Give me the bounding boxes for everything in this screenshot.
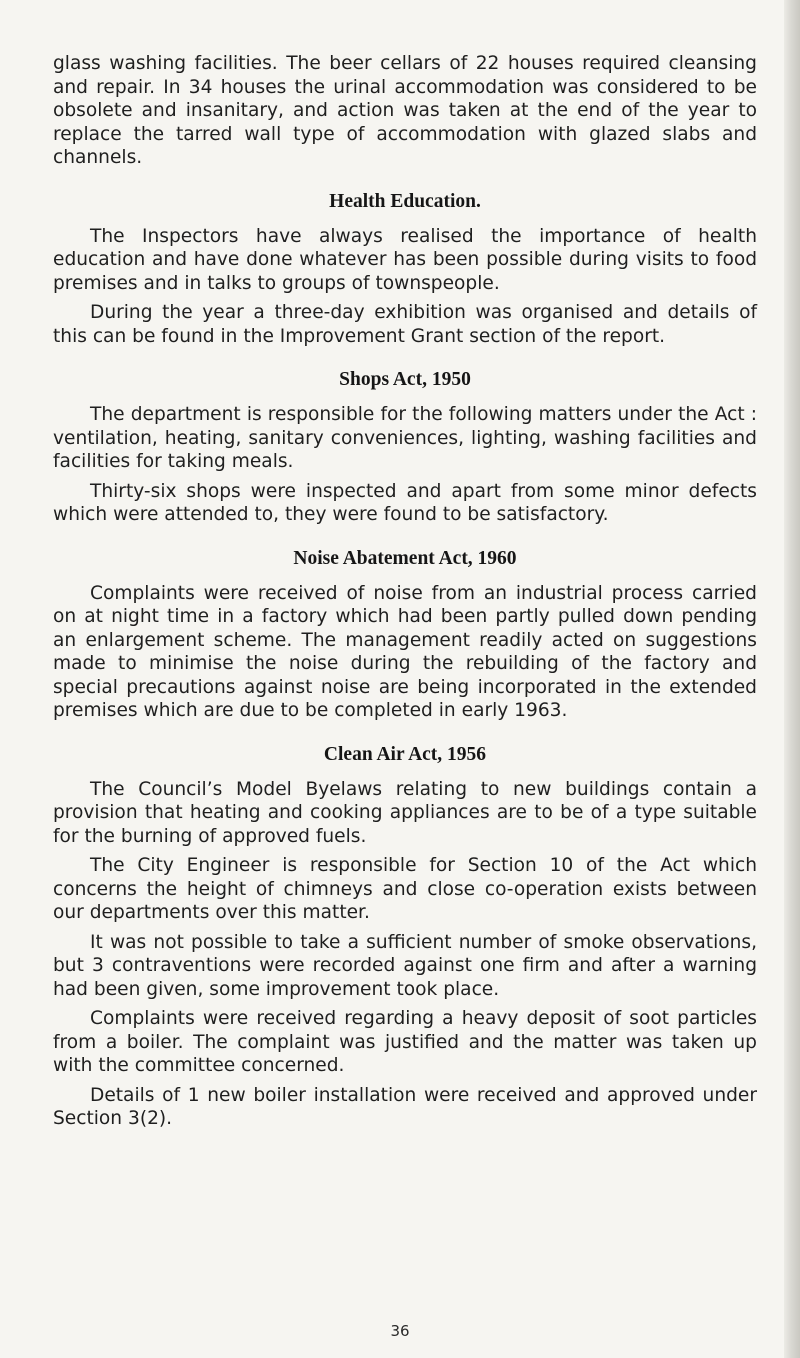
- opening-paragraph: glass washing facilities. The beer cellars of 22 houses required cleansing and repair. In 34 houses the urinal accommodation was considered to be obsolete and insanitary, and action was taken at the end of the year to replace the tarred wall type of accommodation with glazed slabs and channels.: [53, 53, 757, 168]
- body-paragraph: The Council’s Model Byelaws relating to new buildings contain a provision that heating and cooking appliances are to be of a type suitable for the burning of approved fuels.: [53, 778, 757, 847]
- section-shops-act: [53, 368, 757, 527]
- body-paragraph: During the year a three-day exhibition was organised and details of this can be found in the Improvement Grant section of the report.: [53, 302, 757, 347]
- report-body: [53, 52, 757, 1137]
- section-heading: Shops Act, 1950: [339, 369, 471, 390]
- section-health-education: [53, 190, 757, 349]
- body-paragraph: Complaints were received of noise from an industrial process carried on at night time in a factory which had been partly pulled down pending an enlargement scheme. The management readily acted on suggestions made to minimise the noise during the rebuilding of the factory and special precautions against noise are being incorporated in the extended premises which are due to be completed in early 1963.: [53, 582, 757, 721]
- body-paragraph: Details of 1 new boiler installation were received and approved under Section 3(2).: [53, 1084, 757, 1129]
- page-edge: [784, 0, 800, 1358]
- body-paragraph: Thirty-six shops were inspected and apart from some minor defects which were attended to, they were found to be satisfactory.: [53, 480, 757, 525]
- section-noise-abatement-act: [53, 547, 757, 723]
- body-paragraph: The department is responsible for the following matters under the Act : ventilation, heating, sanitary conveniences, lighting, washing facilities and facilities for taking meals.: [53, 404, 757, 472]
- body-paragraph: Complaints were received regarding a heavy deposit of soot particles from a boiler. The complaint was justified and the matter was taken up with the committee concerned.: [53, 1008, 757, 1076]
- page-number: 36: [390, 1322, 410, 1340]
- section-heading: Clean Air Act, 1956: [323, 743, 487, 765]
- body-paragraph: The Inspectors have always realised the importance of health education and have done whatever has been possible during visits to food premises and in talks to groups of townspeople.: [53, 225, 757, 294]
- section-clean-air-act: [53, 743, 757, 1131]
- section-heading: Noise Abatement Act, 1960: [293, 547, 517, 569]
- body-paragraph: It was not possible to take a sufficient number of smoke observations, but 3 contraventions were recorded against one firm and after a warning had been given, some improvement took place.: [53, 931, 757, 1000]
- body-paragraph: The City Engineer is responsible for Section 10 of the Act which concerns the height of chimneys and close co-operation exists between our departments over this matter.: [53, 855, 757, 923]
- section-heading: Health Education.: [329, 190, 481, 212]
